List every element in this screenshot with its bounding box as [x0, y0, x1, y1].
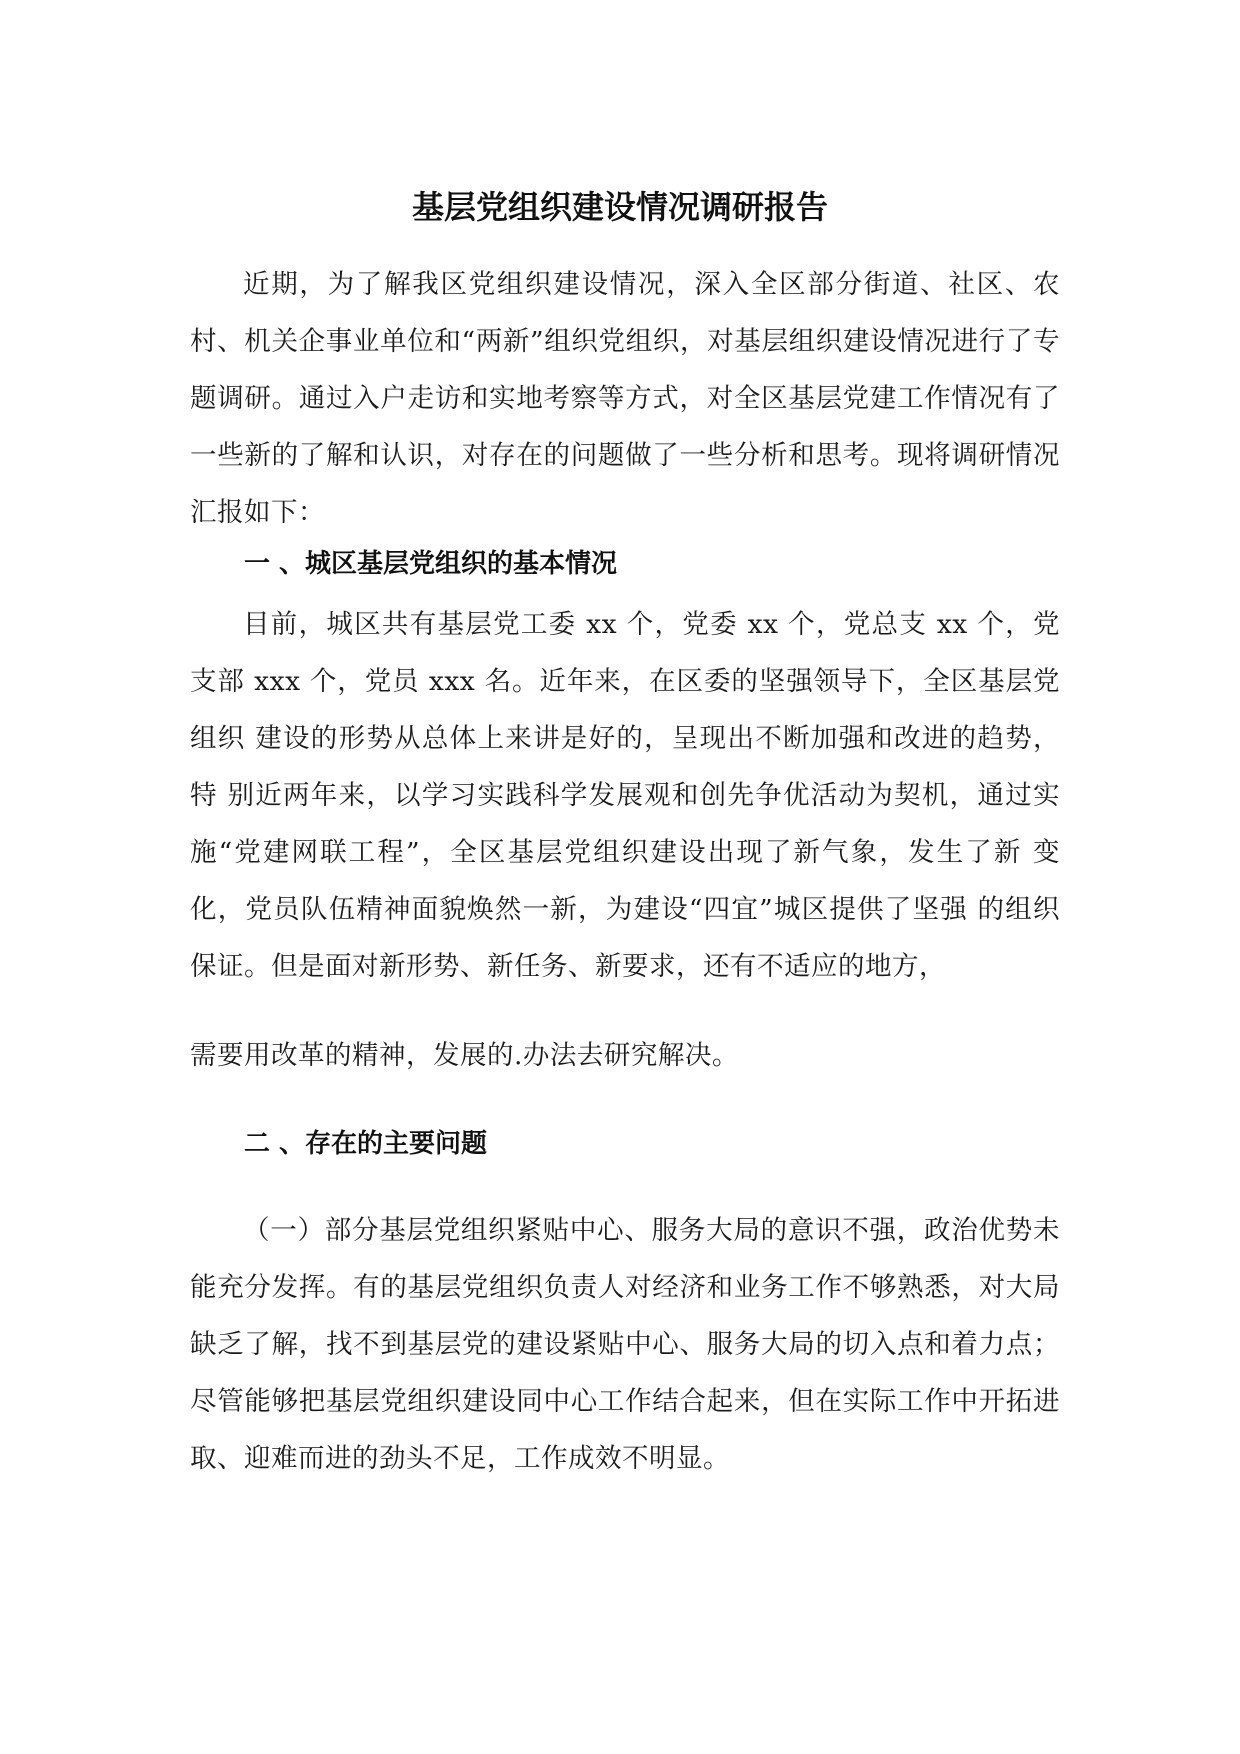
- section-2-paragraph: （一）部分基层党组织紧贴中心、服务大局的意识不强，政治优势未能充分发挥。有的基层党组织负责人对经济和业务工作不够熟悉，对大局缺乏了解，找不到基层党的建设紧贴中心、服务大局的切入点和着力点；尽管能够把基层党组织建设同中心工作结合起来，但在实际工作中开拓进取、迎难而进的劲头不足，工作成效不明显。: [190, 1215, 1060, 1474]
- intro-paragraph: 近期，为了解我区党组织建设情况，深入全区部分街道、社区、农村、机关企事业单位和“两新”组织党组织，对基层组织建设情况进行了专题调研。通过入户走访和实地考察等方式，对全区基层党建工作情况有了一些新的了解和认识，对存在的问题做了一些分析和思考。现将调研情况汇报如下：: [190, 269, 1060, 528]
- document-title: 基层党组织建设情况调研报告: [411, 188, 828, 226]
- section-1-heading: 一 、城区基层党组织的基本情况: [244, 549, 618, 579]
- section-1-paragraph: 目前，城区共有基层党工委 xx 个，党委 xx 个，党总支 xx 个，党支部 xxx 个，党员 xxx 名。近年来，在区委的坚强领导下，全区基层党组织 建设的形势从总体上来讲是好的，呈现出不断加强和改进的趋势，特 别近两年来，以学习实践科学发展观和创先争优活动为契机，通过实 施“党建网联工程”，全区基层党组织建设出现了新气象，发生了新 变化，党员队伍精神面貌焕然一新，为建设“四宜”城区提供了坚强 的组织保证。但是面对新形势、新任务、新要求，还有不适应的地方，: [190, 609, 1060, 982]
- section-1-paragraph-continuation: 需要用改革的精神，发展的.办法去研究解决。: [190, 1040, 739, 1071]
- section-2-heading: 二 、存在的主要问题: [244, 1129, 488, 1159]
